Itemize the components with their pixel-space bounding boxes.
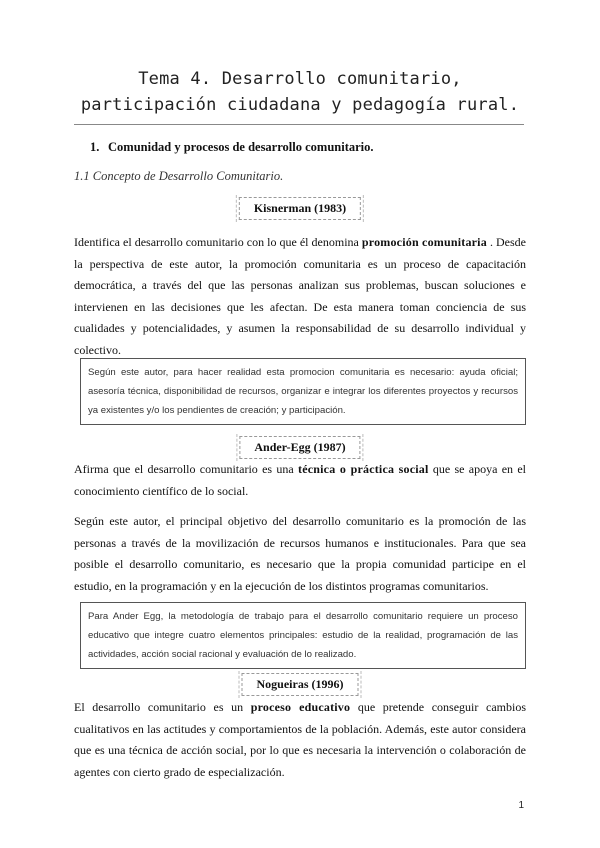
key-term: técnica o práctica social (298, 462, 429, 476)
quote-box-ander-egg: Para Ander Egg, la metodología de trabajo para el desarrollo comunitario requiere un proceso educativo que integre cuatro elementos principales: estudio de la realidad, programación de las actividades, acción social racional y evaluación de lo realizado. (80, 602, 526, 669)
paragraph-text: El desarrollo comunitario es un (74, 700, 251, 714)
paragraph-ander-egg-1 (74, 459, 526, 502)
paragraph-text: . Desde la perspectiva de este autor, la promoción comunitaria es un proceso de capacitación democrática, a través del que las personas analizan sus problemas, buscan soluciones e intervienen en las decisiones que les afectan. De esta manera toman conciencia de sus cualidades y potencialidades, y asumen la responsabilidad de su desarrollo individual y colectivo. (74, 235, 526, 357)
section-number: 1. (90, 140, 100, 154)
paragraph-kisnerman (74, 232, 526, 361)
author-label-ander-egg: Ander-Egg (1987) (239, 436, 360, 459)
title-divider (74, 124, 524, 125)
paragraph-ander-egg-2: Según este autor, el principal objetivo del desarrollo comunitario es la promoción de las personas a través de la movilización de recursos humanos e institucionales. Para que sea posible el desarrollo comunitario, es necesario que la propia comunidad participe en el estudio, en la programación y en la ejecución de los distintos programas comunitarios. (74, 514, 526, 593)
paragraph-text: Afirma que el desarrollo comunitario es una (74, 462, 299, 476)
document-title (40, 66, 560, 118)
quote-box-kisnerman: Según este autor, para hacer realidad esta promocion comunitaria es necesario: ayuda oficial; asesoría técnica, disponibilidad de recursos, organizar e integrar los diferentes proyectos y recursos ya existentes y/o los pendientes de creación; y participación. (80, 358, 526, 425)
key-term: promoción comunitaria (361, 235, 487, 249)
paragraph-nogueiras (74, 697, 526, 783)
section-title: Comunidad y procesos de desarrollo comunitario. (108, 140, 374, 154)
paragraph-text: Identifica el desarrollo comunitario con lo que él denomina (74, 235, 362, 249)
author-label-kisnerman: Kisnerman (1983) (239, 197, 361, 220)
paragraph-text: que pretende conseguir cambios cualitativos en las actitudes y comportamientos de la población. Además, este autor considera que es una técnica de acción social, por lo que es necesaria la intervención o colaboración de agentes con cierto grado de especialización. (74, 700, 526, 779)
subsection-heading: 1.1 Concepto de Desarrollo Comunitario. (74, 169, 284, 183)
paragraph-text: que se apoya en el conocimiento científico de lo social. (74, 462, 526, 498)
title-line-2: participación ciudadana y pedagogía rural. (80, 95, 520, 115)
section-heading (90, 140, 374, 155)
title-line-1: Tema 4. Desarrollo comunitario, (138, 69, 462, 89)
page-number: 1 (518, 800, 524, 811)
key-term: proceso educativo (250, 700, 351, 714)
author-label-nogueiras: Nogueiras (1996) (242, 673, 359, 696)
